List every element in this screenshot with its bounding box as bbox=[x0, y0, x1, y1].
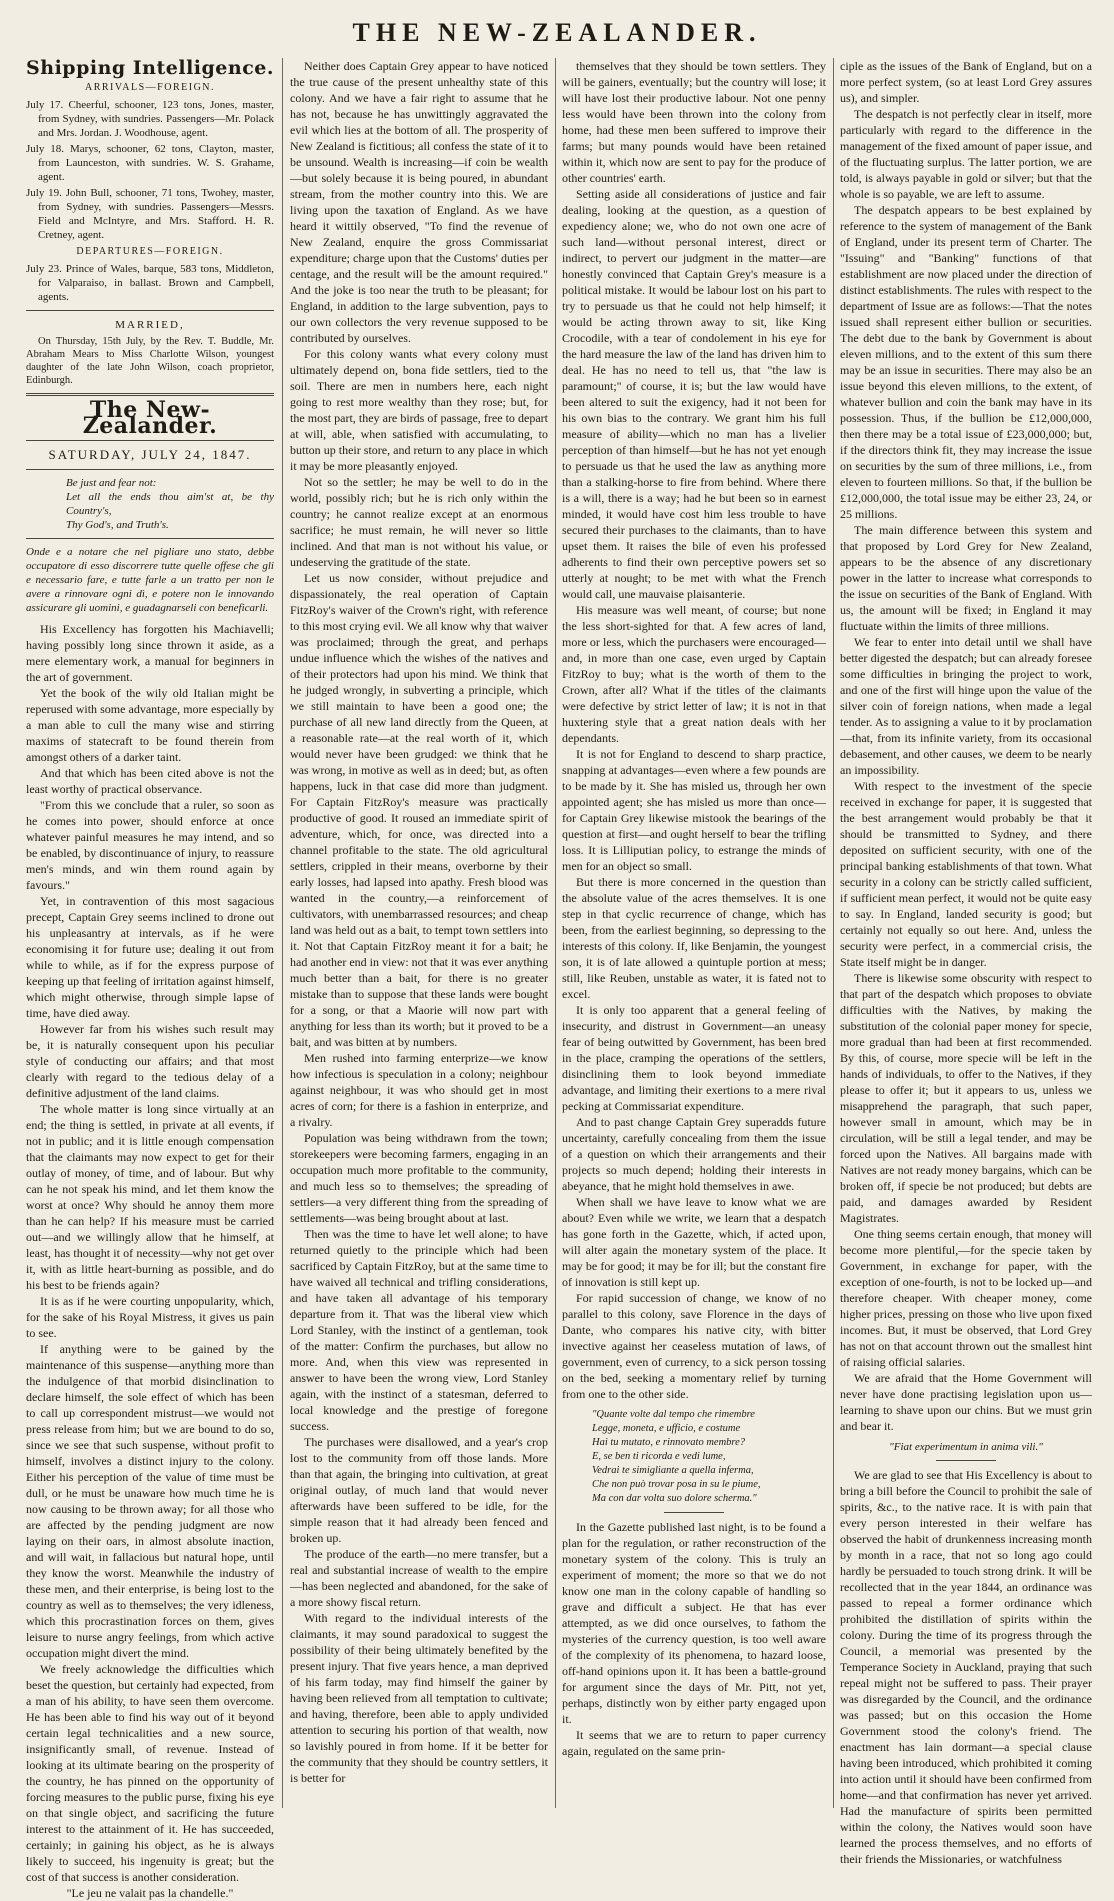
paragraph: But there is more concerned in the question than the absolute value of the acres themselves. It is one step in that cyclic recurrence of change, which has been, from the earliest beginning, so depressing to the interests of this colony. If, like Benjamin, the youngest son, it is of late allowed a quintuple portion at mess; still, like Reuben, unstable as water, it is fated not to excel. bbox=[562, 875, 826, 1001]
paragraph: If anything were to be gained by the maintenance of this suspense—anything more than the indulgence of that morbid disinclination to declare himself, the sole effect of which has been to call up correspondent mistrust—we would not press release from him; but we are bound to do so, since we see that such suspense, without profit to himself, involves a distinct injury to the colony. Either his perception of the value of time must be dull, or he must be unaware how much time he is now causing to be thrown away; for all those who are affected by the pending judgment are now laying on their oars, in almost absolute inaction, and will wait, in fallacious but natural hope, until they know the worst. Meanwhile the industry of these men, and their enterprise, is being lost to the country as well as to themselves; the very idleness, which this procrastination forces on them, gives leisure to nurse angry feelings, from which active occupation might divert the mind. bbox=[26, 1342, 274, 1660]
paragraph: The main difference between this system and that proposed by Lord Grey for New Zealand, appears to be the absence of any discretionary power in the latter to increase what corresponds to the issue on securities of the Bank of England. With us, the amount will be fixed; in England it may fluctuate within the limits of three millions. bbox=[840, 523, 1092, 633]
epigraph: Onde e a notare che nel pigliare uno stato, debbe occupatore di esso discorrere tutte quelle offese che gli e necessario fare, e tutte farle a un tratto per non le avere a rinnovare ogni dì, e potere non le innovando assicurare gli uomini, e guadagnarseli con beneficarli. bbox=[26, 546, 274, 614]
married-notice: On Thursday, 15th July, by the Rev. T. Buddle, Mr. Abraham Mears to Miss Charlotte Wilson, youngest daughter of the late John Wilson, coach proprietor, Edinburgh. bbox=[26, 336, 274, 386]
paragraph: Men rushed into farming enterprize—we know how infectious is speculation in a colony; neighbour against neighbour, it was who should get in most acres of corn; for there is a fashion in enterprize, and a rivalry. bbox=[290, 1051, 548, 1129]
paragraph: With regard to the individual interests of the claimants, it may sound paradoxical to suggest the possibility of their being ultimately benefited by the present injury. That five years hence, a man deprived of his farm today, may find himself the gainer by having been relieved from all temptation to cultivate; and having, therefore, been able to apply undivided attention to securing his portion of that wealth, now so lavishly poured in from home. If it be better for the community that they should be country settlers, it is better for bbox=[290, 1611, 548, 1785]
divider bbox=[26, 310, 274, 311]
column-4 bbox=[840, 58, 1092, 1866]
shipping-heading: Shipping Intelligence. bbox=[26, 57, 274, 79]
paragraph: His Excellency has forgotten his Machiavelli; having possibly long since thrown it aside, as a mere elementary work, a manual for beginners in the art of government. bbox=[26, 622, 274, 684]
paragraph: One thing seems certain enough, that money will become more plentiful,—for the specie taken by Government, in exchange for paper, with the exception of one-fourth, is not to be locked up—and therefore cheaper. With cheaper money, come higher prices, pressing on those who live upon fixed incomes. But, it must be observed, that Lord Grey has not on that account thrown out the smallest hint of raising official salaries. bbox=[840, 1227, 1092, 1369]
divider bbox=[936, 1460, 996, 1461]
paragraph: "From this we conclude that a ruler, so soon as he comes into power, should enforce at once whatever painful measures he may intend, and so be enabled, by discontinuance of injury, to reassure men's minds, and win them round again by favours." bbox=[26, 798, 274, 892]
column-rule bbox=[555, 58, 556, 1808]
paragraph: When shall we have leave to know what we are about? Even while we write, we learn that a despatch has gone forth in the Gazette, which, if acted upon, will alter again the monetary system of the place. It may be for good; it may be for ill; but the constant fire of innovation is still kept up. bbox=[562, 1195, 826, 1289]
departures-label: DEPARTURES—FOREIGN. bbox=[76, 246, 224, 257]
divider bbox=[26, 538, 274, 539]
divider bbox=[26, 440, 274, 441]
departure-entry: July 23. Prince of Wales, barque, 583 tons, Middleton, for Valparaiso, in ballast. Brown and Campbell, agents. bbox=[26, 263, 274, 303]
paragraph: And to past change Captain Grey superadds future uncertainty, carefully concealing from them the issue of a question on which their arrangements and their projects so much depend; holding their interests in abeyance, that he might hold themselves in awe. bbox=[562, 1115, 826, 1193]
divider bbox=[26, 469, 274, 470]
paragraph: However far from his wishes such result may be, it is naturally consequent upon his peculiar style of conducting our affairs; and that most clearly with regard to the tedious delay of a definitive adjustment of the land claims. bbox=[26, 1022, 274, 1100]
paragraph: themselves that they should be town settlers. They will be gainers, eventually; but the country will lose; it will have lost their productive labour. Not one penny less would have been thrown into the colony from home, had these men been suffered to improve their farms; but many pounds would have been retained within it, which now are sent to pay for the produce of other countries' earth. bbox=[562, 59, 826, 185]
paragraph: It is not for England to descend to sharp practice, snapping at advantages—even where a few pounds are to be made by it. She has misled us, through her own appointed agent; she has misled us more than once—for Captain Grey likewise mistook the bearings of the question at first—and ought herself to bear the trifling loss. It is Lilliputian policy, to estrange the minds of men for an object so small. bbox=[562, 747, 826, 873]
paragraph: The purchases were disallowed, and a year's crop lost to the community from off those lands. More than that again, the bringing into cultivation, at great original outlay, of much land that would never afterwards have been suffered to be idle, for the simple reason that it had already been fenced and broken up. bbox=[290, 1435, 548, 1545]
paragraph: His measure was well meant, of course; but none the less short-sighted for that. A few acres of land, more or less, which the purchasers were encouraged—and, in more than one case, even urged by Captain FitzRoy to buy; what is the worth of them to the Crown, after all? What if the titles of the claimants were defective by strict letter of law; it is not in that huxtering style that a great nation deals with her dependants. bbox=[562, 603, 826, 745]
paragraph: It is only too apparent that a general feeling of insecurity, and distrust in Government—an uneasy fear of being outwitted by Government, has been bred in the place, cramping the operations of the settlers, disinclining them to look beyond immediate advantage, and limiting their exertions to a mere rival pecking at Commissariat expenditure. bbox=[562, 1003, 826, 1113]
masthead: THE NEW-ZEALANDER. bbox=[352, 18, 762, 47]
paragraph: We are afraid that the Home Government will never have done practising legislation upon us—learning to shave upon our chins. But we must grin and bear it. bbox=[840, 1371, 1092, 1433]
closing-quote: "Le jeu ne valait pas la chandelle." bbox=[66, 1886, 234, 1900]
paragraph: Neither does Captain Grey appear to have noticed the true cause of the present unhealthy state of this colony. And we have a fair right to assume that he has not, because he has unwittingly aggravated the evil which lies at the bottom of all. The prosperity of New Zealand is fictitious; all confess the state of it to be unsound. Wealth is increasing—if coin be wealth—but solely because it is being poured, in abundant stream, from the mother country into this. We are living upon the taxation of England. As we have heard it wittily observed, "To find the revenue of New Zealand, enquire the gross Commissariat expenditure; charge upon that the Customs' duties per centage, and the result will be the amount required." And the joke is too near the truth to be pleasant; for England, in addition to the large subvention, pays to our own collectors the very revenue supposed to be contributed by ourselves. bbox=[290, 59, 548, 345]
arrival-entry: July 19. John Bull, schooner, 71 tons, Twohey, master, from Sydney, with sundries. Passengers—Messrs. Field and McIntyre, and Mrs. Stafford. H. R. Cretney, agent. bbox=[26, 187, 274, 241]
issue-date: SATURDAY, JULY 24, 1847. bbox=[48, 447, 252, 462]
paragraph: Population was being withdrawn from the town; storekeepers were becoming farmers, engaging in an occupation much more profitable to the community, and much less so to themselves; the spreading of settlers—a very different thing from the spreading of settlements—was being brought about at last. bbox=[290, 1131, 548, 1225]
paragraph: It is as if he were courting unpopularity, which, for the sake of his Royal Mistress, it gives us pain to see. bbox=[26, 1294, 274, 1340]
married-label: MARRIED, bbox=[115, 319, 185, 331]
arrival-entry: July 17. Cheerful, schooner, 123 tons, Jones, master, from Sydney, with sundries. Passengers—Mr. Polack and Mrs. Jordan. J. Woodhouse, agent. bbox=[26, 99, 274, 139]
fiat-quote: "Fiat experimentum in anima vili." bbox=[889, 1441, 1043, 1453]
column-1 bbox=[26, 57, 274, 1900]
column-2 bbox=[290, 58, 548, 1814]
paragraph: We fear to enter into detail until we shall have better digested the despatch; but can already foresee some difficulties in bringing the project to work, and one of the first will hinge upon the value of the silver coin of foreign nations, when made a legal tender. As to assigning a value to it by proclamation—that, from its infinite variety, from its occasional debasement, and other causes, we deem to be nearly an impossibility. bbox=[840, 635, 1092, 777]
paragraph: In the Gazette published last night, is to be found a plan for the regulation, or rather reconstruction of the monetary system of the colony. This is truly an experiment of moment; the more so that we do not know one man in the colony capable of handling so grave and difficult a subject. He that has ever attempted, as we did once ourselves, to fathom the mysteries of the currency question, is too well aware of the complexity of its phenomena, to hazard loose, off-hand opinions upon it. It has been a battle-ground for argument since the days of Mr. Pitt, not yet, perhaps, distinctly won by either party engaged upon it. bbox=[562, 1520, 826, 1726]
motto: Be just and fear not: Let all the ends thou aim'st at, be thy Country's, Thy God's, and Truth's. bbox=[66, 477, 274, 531]
paragraph: We freely acknowledge the difficulties which beset the question, but certainly had expected, from a man of his ability, to have seen them overcome. He has been able to find his way out of it beyond certain legal technicalities and a new source, insignificantly small, of revenue. Instead of looking at its ultimate bearing on the prosperity of the country, he has pinned on the opportunity of forcing measures to the public purse, fixing his eye on that single object, and sacrificing the future interest to the attainment of it. He has succeeded, certainly; in gaining his object, as he is always likely to succeed, his ingenuity is great; but the cost of that success is another consideration. bbox=[26, 1662, 274, 1884]
paragraph: For rapid succession of change, we know of no parallel to this colony, save Florence in the days of Dante, who compares his native city, with bitter invective against her ceaseless mutation of laws, of government, even of currency, to a sick person tossing on the bed, seeking a momentary relief by turning from one to the other side. bbox=[562, 1291, 826, 1401]
column-rule bbox=[282, 58, 283, 1808]
paragraph: For this colony wants what every colony must ultimately depend on, bona fide settlers, tied to the soil. There are men in numbers here, each night going to rest more wealthy than they rose; but, for the most part, they are birds of passage, free to depart at will, able, when satisfied with accumulating, to button up their store, and return to any place in which it may be more pleasantly enjoyed. bbox=[290, 347, 548, 473]
paragraph: Yet, in contravention of this most sagacious precept, Captain Grey seems inclined to drone out his unpleasantry at intervals, as if he were economising it for future use; dealing it out from while to while, as if for the express purpose of keeping up that feeling of irritation against himself, which might otherwise, through simple lapse of time, have died away. bbox=[26, 894, 274, 1020]
arrival-entry: July 18. Marys, schooner, 62 tons, Clayton, master, from Launceston, with sundries. W. S. Grahame, agent. bbox=[26, 143, 274, 183]
paragraph: The produce of the earth—no mere transfer, but a real and substantial increase of wealth to the empire—has been neglected and abandoned, for the sake of a more showy fiscal return. bbox=[290, 1547, 548, 1609]
paragraph: Not so the settler; he may be well to do in the world, possibly rich; but he is rich only within the country; he cannot realize except at an enormous sacrifice; he must remain, he will never so little inclined. And that man is not without his value, or undeserving the gratitude of the state. bbox=[290, 475, 548, 569]
divider bbox=[26, 393, 274, 396]
divider bbox=[664, 1512, 724, 1513]
paragraph: Yet the book of the wily old Italian might be reperused with some advantage, more especially by a man able to cull the many wise and stirring maxims of statecraft to be found therein from amongst others of a darker taint. bbox=[26, 686, 274, 764]
dante-verse: "Quante volte dal tempo che rimembre Legge, moneta, e ufficio, e costume Hai tu mutato, e rinnovato membre? E, se ben ti ricorda e vedi lume, Vedrai te simigliante a quella inferma, Che non può trovar posa in su le piume, Ma con dar volta suo dolore scherma." bbox=[592, 1409, 761, 1504]
paragraph: The despatch appears to be best explained by reference to the system of management of the Bank of England, under its present term of Charter. The "Issuing" and "Banking" functions of that establishment are now placed under the direction of distinct establishments. The rules with respect to the department of Issue are as follows:—That the notes issued shall represent either bullion or securities. The debt due to the bank by Government is about eleven millions, and to the extent of this sum there may be an issue in securities. There may also be an issue beyond this eleven millions, to the extent, of whatever bullion and coin the bank may have in its possession. Thus, if the bullion be £12,000,000, then there may be a total issue of £23,000,000; but, if the directors think fit, they may increase the issue on securities by the sum of three millions, i.e., from eleven to fourteen millions. So that, if the bullion be £12,000,000, the total issue may be either 23, 24, or 25 millions. bbox=[840, 203, 1092, 521]
paragraph: We are glad to see that His Excellency is about to bring a bill before the Council to prohibit the sale of spirits, &c., to the native race. It is with pain that every person interested in their welfare has observed the habit of drunkenness increasing month by month in a race, that not so long ago could hardly be persuaded to touch strong drink. It will be recollected that in the year 1844, an ordinance was passed to repeal a former ordinance which prohibited the distillation of spirits within the colony. During the time of its progress through the Council, a memorial was presented by the Temperance Society in Auckland, praying that such repeal might not be suffered to pass. Their prayer was disregarded by the Council, and the ordinance was passed; but on this occasion the Home Government stood the colony's friend. The enactment has lain dormant—a special clause having been introduced, which prohibited it coming into action until it should have been confirmed from home—and that confirmation has never yet arrived. Had the manufacture of spirits been permitted within the colony, the Natives would soon have learned the process themselves, and no efforts of their friends the Missionaries, or watchfulness bbox=[840, 1468, 1092, 1866]
column-3 bbox=[562, 58, 826, 1814]
arrivals-label: ARRIVALS—FOREIGN. bbox=[84, 82, 216, 93]
column-rule bbox=[833, 58, 834, 1808]
paragraph: It seems that we are to return to paper currency again, regulated on the same prin- bbox=[562, 1728, 826, 1758]
paragraph: The whole matter is long since virtually at an end; the thing is settled, in private at all events, if not in public; and it is little enough compensation that the claimants may now expect to get for their outlay of money, of time, and of labour. But why can he not speak his mind, and let them know the worst at once? Why should he annoy them more than he can help? If his measure must be carried out—and we willingly allow that he himself, at least, has thought it of necessity—why not get over it, with as little heart-burning as possible, and do his best to be friends again? bbox=[26, 1102, 274, 1292]
paragraph: Setting aside all considerations of justice and fair dealing, looking at the question, as a question of expediency alone; we, who do not own one acre of such land—without personal interest, direct or indirect, to pervert our judgment in the matter—are honestly convinced that Captain Grey's measure is a political mistake. It would be labour lost on his part to try to persuade us that he could not help himself; it would be acting thrown away to sit, like King Crocodile, with a tear of condolement in his eye for the hard measure the law of the land has driven him to deal. He has no need to tell us, that "the law is paramount;" of course, it is; but the law would have been altered to suit the exigency, had it not been for his own bias to the contrary. We grant him his full measure of ability—which no man has a livelier perception of than himself—but he has not yet enough to persuade us that he used the law as anything more than a stalking-horse to fire from behind. Where there is a will, there is a way; had he but been so in earnest minded, it would have cost him less trouble to have secured their purchases to the claimants, than to have upset them. It raises the bile of even his professed adherents to find their own perceptive powers set so utterly at nought; to be met with what the French would call, une mauvaise plaisanterie. bbox=[562, 187, 826, 601]
paragraph: ciple as the issues of the Bank of England, but on a more perfect system, (so at least Lord Grey assures us), and simpler. bbox=[840, 59, 1092, 105]
paragraph: Let us now consider, without prejudice and dispassionately, the real operation of Captain FitzRoy's waiver of the Crown's right, with reference to this most crying evil. We all know why that waiver was proclaimed; through the great, and perhaps undue influence which the wishes of the natives and of their protectors had upon his mind. We think that he judged wrongly, in subverting a principle, which we still maintain to have been a good one; the purchase of all new land directly from the Queen, at a reasonable rate—at the real worth of it, which would never have been grudged: we think that he was wrong, in motive as well as in deed; but, as often happens, luck in that case did more than judgment. For Captain FitzRoy's measure was practically productive of good. It roused an immediate spirit of adventure, which, for once, was directed into a channel profitable to the state. The old agricultural settlers, crippled in their means, overborne by their early losses, had lapsed into apathy. Fresh blood was wanted in the country,—a reinforcement of cultivators, with unembarrassed resources; and cheap land was held out as a bait, to tempt town settlers into it. Not that Captain FitzRoy meant it for a bait; he had another end in view: not that it was ever anything much better than a bait, for there is no greater mistake than to suppose that these lands were bought for a song, or that a Maorie will now part with anything for less than its worth; but it proved to be a bait, and was bitten at by numbers. bbox=[290, 571, 548, 1049]
paragraph: The despatch is not perfectly clear in itself, more particularly with regard to the difference in the management of the fixed amount of paper issue, and of the fluctuating surplus. The latter portion, we are told, is always payable in gold or silver; but that the whole is so payable, we are left to assume. bbox=[840, 107, 1092, 201]
paragraph: Then was the time to have let well alone; to have returned quietly to the principle which had been sacrificed by Captain FitzRoy, but at the same time to have waived all technical and trifling considerations, and have taken all advantage of his temporary departure from it. That was the liberal view which Lord Stanley, with the instinct of a gentleman, took of the matter: Confirm the purchases, but allow no more. And, when this view was represented in answer to have been the wrong view, Lord Stanley again, with the instinct of a statesman, deferred to local knowledge and the prestige of foregone success. bbox=[290, 1227, 548, 1433]
paper-title: The New-Zealander. bbox=[82, 397, 218, 439]
paragraph: And that which has been cited above is not the least worthy of practical observance. bbox=[26, 766, 274, 796]
paragraph: With respect to the investment of the specie received in exchange for paper, it is suggested that the best arrangement would probably be that it should be transmitted to Sydney, and there deposited on sufficient security, with one of the principal banking establishments of that town. What security in a colony can be strictly called sufficient, if sufficient mean perfect, it would not be quite easy to say. In England, landed security is good; but certainly not equally so out here. And, unless the security were perfect, in a commercial crisis, the State itself might be in danger. bbox=[840, 779, 1092, 969]
paragraph: There is likewise some obscurity with respect to that part of the despatch which proposes to obviate difficulties with the Natives, by making the substitution of the colonial paper money for specie, more gradual than had been at first recommended. By this, of course, more specie will be left in the hands of individuals, to offer to the Natives, if they please to offer it; but it appears to us, unless we misapprehend the paragraph, that such paper, however small in amount, which may be in circulation, will be still a legal tender, and may be forced upon the Natives. All bargains made with Natives are not ready money bargains, which can be broken off, if specie be not produced; but debts are paid, and damages awarded by Resident Magistrates. bbox=[840, 971, 1092, 1225]
